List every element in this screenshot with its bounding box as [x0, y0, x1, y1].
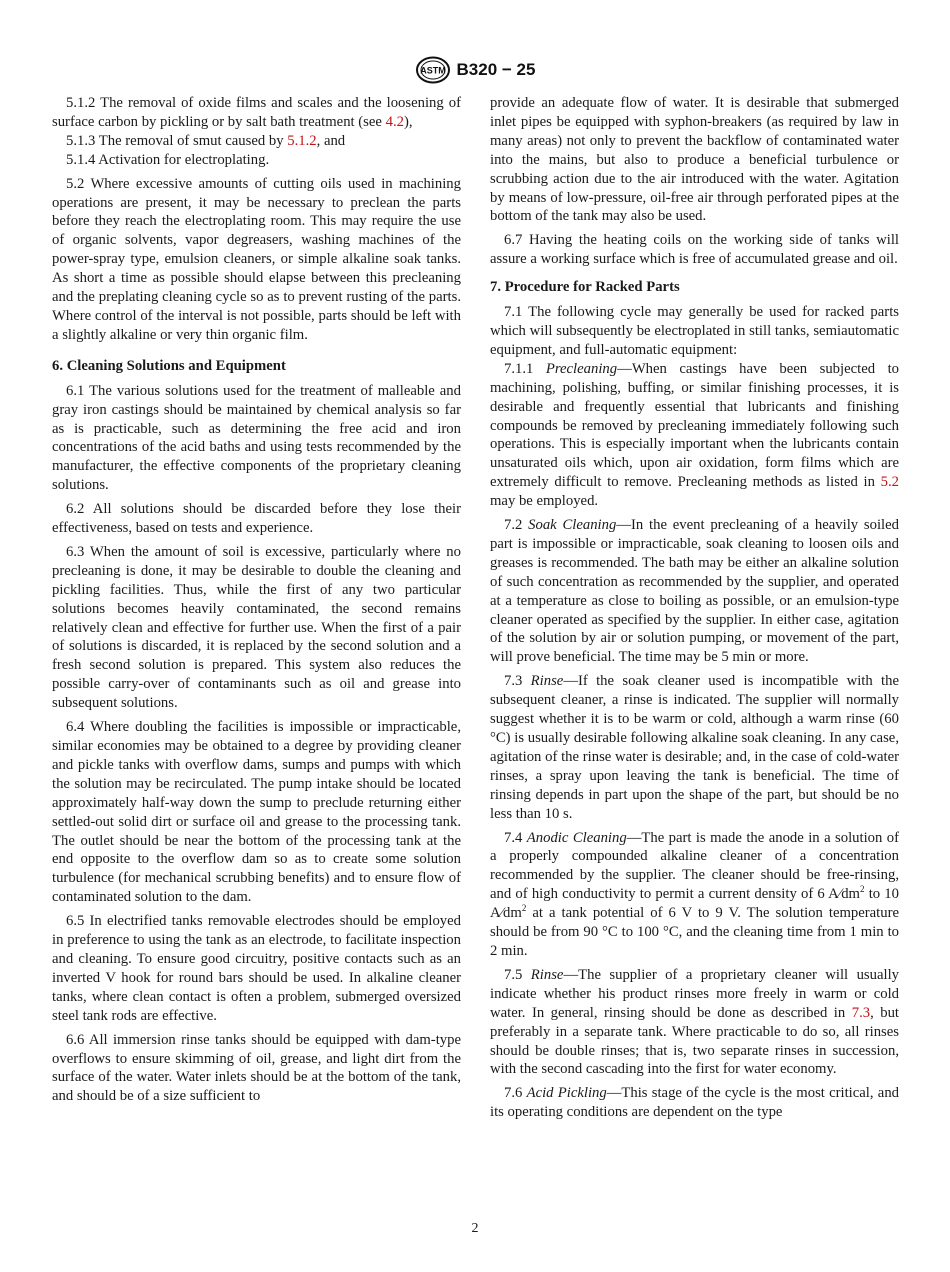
section-5-1-2: 5.1.2 The removal of oxide films and scales and the loosening of surface carbon by pickling or by salt bath treatment (see 4.2),: [52, 95, 461, 130]
section-7-6: 7.6 Acid Pickling—This stage of the cycle is the most critical, and its operating conditions are dependent on the type: [490, 1085, 900, 1121]
section-7-4: 7.4 Anodic Cleaning—The part is made the anode in a solution of a properly compounded alkaline cleaner of a concentration recommended by the supplier. The cleaner should be free-rinsing, and of high conductivity to permit a current density of 6 $A⁄dm^2$ to 10 $A⁄dm^2$ at a tank potential of 6 V to 9 V. The solution temperature should be from 90 °C to 100 °C, and the cleaning time from 1 min to 2 min.: [490, 829, 900, 959]
section-6-4: 6.4 Where doubling the facilities is impossible or impracticable, similar economies may be obtained to a degree by providing cleaner and pickle tanks with overflow dams, sumps and pumps with which the solution may be recirculated. The pump intake should be located approximately half-way down the sump to preclude returning either settled-out solid dirt or surface oil and grease to the processing tank. The outlet should be near the bottom of the processing tank at the end opposite to the overflow dam so as to create some solution turbulence (for mechanical scrubbing benefits) and to ensure flow of contaminated solution to the dam.: [52, 719, 461, 906]
page-header: [0, 56, 950, 84]
link-7-3[interactable]: 7.3: [851, 1004, 871, 1021]
section-5-2: 5.2 Where excessive amounts of cutting oils used in machining operations are present, it may be necessary to preclean the parts before they reach the electroplating room. This may require the use of organic solvents, vapor degreasers, washing machines of the power-spray type, emulsion cleaners, or simple alkaline soak tanks. As short a time as possible should elapse between this precleaning and the preplating cleaning cycle so as to prevent rusting of the parts. Where control of the interval is not possible, parts should be left with a slightly alkaline or very thin organic film.: [52, 175, 461, 343]
link-4-2[interactable]: 4.2: [385, 113, 404, 130]
section-5-1-3: 5.1.3 The removal of smut caused by 5.1.2, and: [66, 132, 346, 149]
section-6-6-continued: provide an adequate flow of water. It is desirable that submerged inlet pipes be equipped with syphon-breakers (as required by law in many areas) not only to prevent the backflow of contaminated water into the mains, but also to produce a beneficial turbulence or scrubbing action due to the air introduced with the water. Agitation by means of low-pressure, oil-free air through perforated pipes at the bottom of the tank may also be used.: [490, 95, 899, 225]
section-5-1-4: 5.1.4 Activation for electroplating.: [66, 151, 270, 168]
section-6-1: 6.1 The various solutions used for the treatment of malleable and gray iron castings should be maintained by chemical analysis so far as is practicable, such as determining the free acid and iron concentrations of the acid baths and using tests recommended by the manufacturer, the effective components of the proprietary cleaning solutions.: [52, 382, 461, 494]
section-6-3: 6.3 When the amount of soil is excessive, particularly where no precleaning is done, it may be desirable to double the cleaning and pickling facilities. Thus, while the first of any two particular solutions becomes heavily contaminated, the second remains relatively clean and effective for further use. When the first of a pair of solutions is discarded, it is replaced by the second solution and a fresh second solution is prepared. This system also reduces the possible carry-over of contaminants such as oil and grease into subsequent solutions.: [52, 543, 461, 712]
heading-section-7: 7. Procedure for Racked Parts: [490, 279, 680, 296]
right-column: [490, 94, 899, 1127]
heading-section-6: 6. Cleaning Solutions and Equipment: [52, 357, 286, 374]
section-6-7: 6.7 Having the heating coils on the working side of tanks will assure a working surface which is free of accumulated grease and oil.: [490, 232, 899, 268]
link-5-2[interactable]: 5.2: [880, 474, 899, 491]
section-7-2: 7.2 Soak Cleaning—In the event precleaning of a heavily soiled part is impossible or impracticable, soak cleaning to loosen oils and greases is recommended. The bath may be either an alkaline solution of such concentration as recommended by the supplier, and operated at a temperature as close to boiling as possible, or an emulsion-type cleaner operated as specified by the supplier. In either case, agitation of the solution by air or solution pumping, or movement of the part, will prove beneficial. The time may be 5 min or more.: [490, 517, 900, 666]
section-7-3: 7.3 Rinse—If the soak cleaner used is incompatible with the subsequent cleaner, a rinse is indicated. The supplier will normally suggest whether it is to be warm or cold, although a warm rinse (60 °C) is usually desirable following alkaline soak cleaning. In any case, agitation of the rinse water is desirable; and, in the case of cold-water rinses, a spray upon leaving the tank is beneficial. The time of rinsing depends in part upon the shape of the part, but should be no less than 10 s.: [490, 673, 899, 822]
link-5-1-2[interactable]: 5.1.2: [287, 132, 317, 149]
section-7-5: 7.5 Rinse—The supplier of a proprietary cleaner will usually indicate whether his product rinses more freely in warm or cold water. In general, rinsing should be done as described in 7.3, but preferably in a separate tank. Where practicable to do so, all rinses should be double rinses; that is, two separate rinses in succession, with the second cascading into the first for water economy.: [490, 966, 899, 1078]
left-column: [52, 94, 461, 1111]
section-6-6: 6.6 All immersion rinse tanks should be equipped with dam-type overflows to ensure skimming of oil, grease, and light dirt from the surface of the water. Water inlets should be at the bottom of the tank, and should be of a size sufficient to: [52, 1031, 461, 1105]
page-number: 2: [471, 1221, 479, 1236]
astm-logo-text: ASTM: [419, 65, 446, 76]
section-7-1-1: 7.1.1 Precleaning—When castings have been subjected to machining, polishing, buffing, or similar finishing processes, it is desirable and frequently essential that lubricants and finishing compounds be removed by precleaning immediately following such operations. This is especially important when the lubricants contain unsaturated oils which, upon air oxidation, form films which are extremely difficult to remove. Precleaning methods as listed in 5.2 may be employed.: [490, 360, 900, 510]
standard-designation: B320 − 25: [456, 60, 536, 79]
section-6-5: 6.5 In electrified tanks removable electrodes should be employed in preference to using the tank as an electrode, to facilitate inspection and cleaning. To ensure good circuitry, positive contacts such as an inverted V hook for round bars should be used. In alkaline cleaner tanks, where clean contact is often a problem, submerged oversized steel tank rods are effective.: [52, 913, 461, 1024]
section-6-2: 6.2 All solutions should be discarded before they lose their effectiveness, based on tests and experience.: [52, 501, 461, 537]
section-7-1: 7.1 The following cycle may generally be used for racked parts which will subsequently be electroplated in still tanks, semiautomatic equipment, and full-automatic equipment:: [490, 304, 899, 358]
astm-logo-icon: [415, 56, 451, 84]
